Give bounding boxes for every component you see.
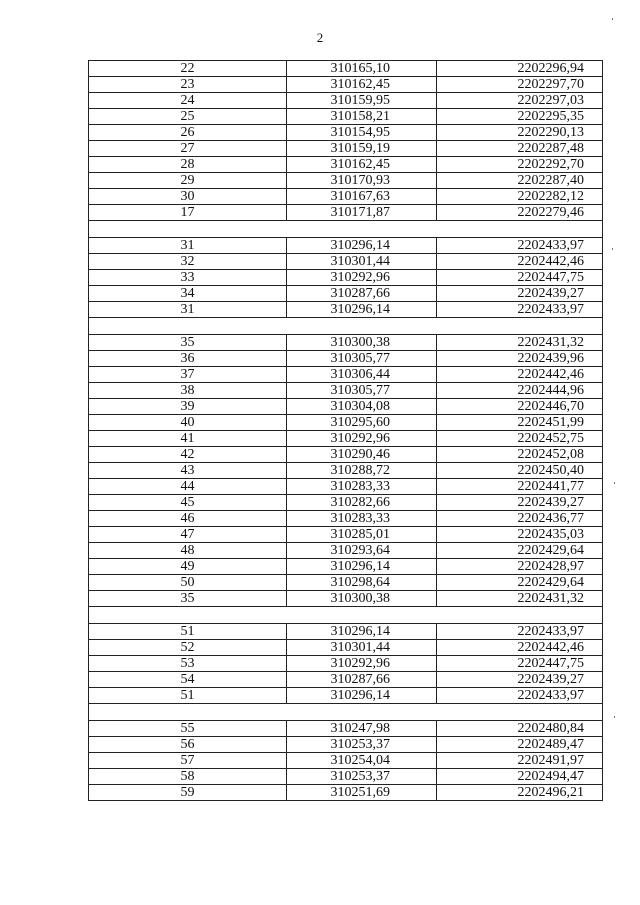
point-number-cell: 33 [89, 270, 287, 286]
y-coordinate-cell: 2202450,40 [437, 463, 603, 479]
x-coordinate-cell: 310306,44 [287, 367, 437, 383]
point-number-cell: 17 [89, 205, 287, 221]
x-coordinate-cell: 310290,46 [287, 447, 437, 463]
table-row [89, 173, 603, 189]
x-coordinate-cell: 310159,95 [287, 93, 437, 109]
point-number-cell: 37 [89, 367, 287, 383]
point-number-cell: 54 [89, 672, 287, 688]
x-coordinate-cell: 310296,14 [287, 624, 437, 640]
point-number-cell: 45 [89, 495, 287, 511]
table-row [89, 61, 603, 77]
y-coordinate-cell: 2202433,97 [437, 624, 603, 640]
point-number-cell: 28 [89, 157, 287, 173]
table-row [89, 769, 603, 785]
table-row [89, 575, 603, 591]
y-coordinate-cell: 2202429,64 [437, 543, 603, 559]
table-row [89, 205, 603, 221]
separator-cell [89, 704, 603, 721]
y-coordinate-cell: 2202451,99 [437, 415, 603, 431]
table-row [89, 189, 603, 205]
x-coordinate-cell: 310305,77 [287, 383, 437, 399]
table-row [89, 527, 603, 543]
point-number-cell: 29 [89, 173, 287, 189]
x-coordinate-cell: 310292,96 [287, 270, 437, 286]
point-number-cell: 47 [89, 527, 287, 543]
x-coordinate-cell: 310167,63 [287, 189, 437, 205]
y-coordinate-cell: 2202287,40 [437, 173, 603, 189]
y-coordinate-cell: 2202446,70 [437, 399, 603, 415]
y-coordinate-cell: 2202480,84 [437, 721, 603, 737]
y-coordinate-cell: 2202282,12 [437, 189, 603, 205]
x-coordinate-cell: 310292,96 [287, 656, 437, 672]
x-coordinate-cell: 310165,10 [287, 61, 437, 77]
y-coordinate-cell: 2202296,94 [437, 61, 603, 77]
y-coordinate-cell: 2202452,75 [437, 431, 603, 447]
y-coordinate-cell: 2202444,96 [437, 383, 603, 399]
y-coordinate-cell: 2202429,64 [437, 575, 603, 591]
y-coordinate-cell: 2202431,32 [437, 335, 603, 351]
scan-speck [612, 248, 613, 250]
point-number-cell: 27 [89, 141, 287, 157]
table-row [89, 672, 603, 688]
x-coordinate-cell: 310282,66 [287, 495, 437, 511]
coordinates-table [88, 60, 603, 801]
y-coordinate-cell: 2202496,21 [437, 785, 603, 801]
y-coordinate-cell: 2202442,46 [437, 254, 603, 270]
table-row [89, 495, 603, 511]
x-coordinate-cell: 310283,33 [287, 479, 437, 495]
y-coordinate-cell: 2202439,27 [437, 495, 603, 511]
table-row [89, 479, 603, 495]
page-number: 2 [316, 30, 324, 45]
table-separator-row [89, 704, 603, 721]
point-number-cell: 44 [89, 479, 287, 495]
y-coordinate-cell: 2202439,27 [437, 672, 603, 688]
table-row [89, 785, 603, 801]
y-coordinate-cell: 2202436,77 [437, 511, 603, 527]
y-coordinate-cell: 2202447,75 [437, 656, 603, 672]
x-coordinate-cell: 310305,77 [287, 351, 437, 367]
point-number-cell: 59 [89, 785, 287, 801]
x-coordinate-cell: 310287,66 [287, 286, 437, 302]
point-number-cell: 35 [89, 335, 287, 351]
x-coordinate-cell: 310162,45 [287, 77, 437, 93]
table-row [89, 270, 603, 286]
table-row [89, 335, 603, 351]
separator-cell [89, 318, 603, 335]
table-row [89, 656, 603, 672]
y-coordinate-cell: 2202439,27 [437, 286, 603, 302]
x-coordinate-cell: 310296,14 [287, 302, 437, 318]
y-coordinate-cell: 2202433,97 [437, 302, 603, 318]
table-row [89, 721, 603, 737]
table-row [89, 640, 603, 656]
table-row [89, 238, 603, 254]
y-coordinate-cell: 2202297,70 [437, 77, 603, 93]
x-coordinate-cell: 310300,38 [287, 591, 437, 607]
y-coordinate-cell: 2202290,13 [437, 125, 603, 141]
table-row [89, 93, 603, 109]
x-coordinate-cell: 310247,98 [287, 721, 437, 737]
x-coordinate-cell: 310295,60 [287, 415, 437, 431]
y-coordinate-cell: 2202452,08 [437, 447, 603, 463]
table-row [89, 753, 603, 769]
table-row [89, 543, 603, 559]
x-coordinate-cell: 310296,14 [287, 688, 437, 704]
point-number-cell: 57 [89, 753, 287, 769]
table-row [89, 302, 603, 318]
table-row [89, 624, 603, 640]
table-row [89, 383, 603, 399]
y-coordinate-cell: 2202297,03 [437, 93, 603, 109]
point-number-cell: 32 [89, 254, 287, 270]
x-coordinate-cell: 310162,45 [287, 157, 437, 173]
x-coordinate-cell: 310253,37 [287, 737, 437, 753]
coordinates-table-body [89, 61, 603, 801]
y-coordinate-cell: 2202489,47 [437, 737, 603, 753]
point-number-cell: 52 [89, 640, 287, 656]
separator-cell [89, 607, 603, 624]
point-number-cell: 36 [89, 351, 287, 367]
point-number-cell: 53 [89, 656, 287, 672]
y-coordinate-cell: 2202428,97 [437, 559, 603, 575]
table-separator-row [89, 318, 603, 335]
point-number-cell: 46 [89, 511, 287, 527]
separator-cell [89, 221, 603, 238]
point-number-cell: 51 [89, 688, 287, 704]
table-row [89, 737, 603, 753]
table-row [89, 286, 603, 302]
y-coordinate-cell: 2202433,97 [437, 238, 603, 254]
y-coordinate-cell: 2202494,47 [437, 769, 603, 785]
table-row [89, 591, 603, 607]
table-row [89, 511, 603, 527]
table-row [89, 463, 603, 479]
x-coordinate-cell: 310296,14 [287, 559, 437, 575]
point-number-cell: 41 [89, 431, 287, 447]
y-coordinate-cell: 2202292,70 [437, 157, 603, 173]
y-coordinate-cell: 2202435,03 [437, 527, 603, 543]
table-row [89, 367, 603, 383]
table-row [89, 109, 603, 125]
table-separator-row [89, 607, 603, 624]
point-number-cell: 24 [89, 93, 287, 109]
y-coordinate-cell: 2202439,96 [437, 351, 603, 367]
x-coordinate-cell: 310301,44 [287, 640, 437, 656]
point-number-cell: 23 [89, 77, 287, 93]
x-coordinate-cell: 310304,08 [287, 399, 437, 415]
table-row [89, 415, 603, 431]
table-row [89, 399, 603, 415]
table-row [89, 688, 603, 704]
y-coordinate-cell: 2202491,97 [437, 753, 603, 769]
scan-speck [614, 716, 615, 718]
x-coordinate-cell: 310296,14 [287, 238, 437, 254]
point-number-cell: 42 [89, 447, 287, 463]
y-coordinate-cell: 2202295,35 [437, 109, 603, 125]
point-number-cell: 30 [89, 189, 287, 205]
y-coordinate-cell: 2202447,75 [437, 270, 603, 286]
x-coordinate-cell: 310251,69 [287, 785, 437, 801]
x-coordinate-cell: 310288,72 [287, 463, 437, 479]
x-coordinate-cell: 310298,64 [287, 575, 437, 591]
x-coordinate-cell: 310293,64 [287, 543, 437, 559]
point-number-cell: 55 [89, 721, 287, 737]
table-row [89, 351, 603, 367]
x-coordinate-cell: 310300,38 [287, 335, 437, 351]
table-row [89, 447, 603, 463]
x-coordinate-cell: 310292,96 [287, 431, 437, 447]
x-coordinate-cell: 310301,44 [287, 254, 437, 270]
point-number-cell: 35 [89, 591, 287, 607]
point-number-cell: 51 [89, 624, 287, 640]
x-coordinate-cell: 310254,04 [287, 753, 437, 769]
table-row [89, 141, 603, 157]
point-number-cell: 39 [89, 399, 287, 415]
y-coordinate-cell: 2202287,48 [437, 141, 603, 157]
x-coordinate-cell: 310154,95 [287, 125, 437, 141]
table-row [89, 77, 603, 93]
table-separator-row [89, 221, 603, 238]
point-number-cell: 50 [89, 575, 287, 591]
x-coordinate-cell: 310287,66 [287, 672, 437, 688]
scan-speck [614, 482, 615, 484]
y-coordinate-cell: 2202431,32 [437, 591, 603, 607]
point-number-cell: 58 [89, 769, 287, 785]
point-number-cell: 34 [89, 286, 287, 302]
y-coordinate-cell: 2202442,46 [437, 367, 603, 383]
y-coordinate-cell: 2202433,97 [437, 688, 603, 704]
table-row [89, 559, 603, 575]
point-number-cell: 31 [89, 302, 287, 318]
point-number-cell: 31 [89, 238, 287, 254]
y-coordinate-cell: 2202442,46 [437, 640, 603, 656]
point-number-cell: 56 [89, 737, 287, 753]
y-coordinate-cell: 2202441,77 [437, 479, 603, 495]
x-coordinate-cell: 310285,01 [287, 527, 437, 543]
scan-speck [612, 18, 613, 20]
point-number-cell: 22 [89, 61, 287, 77]
point-number-cell: 26 [89, 125, 287, 141]
point-number-cell: 48 [89, 543, 287, 559]
point-number-cell: 43 [89, 463, 287, 479]
x-coordinate-cell: 310159,19 [287, 141, 437, 157]
x-coordinate-cell: 310171,87 [287, 205, 437, 221]
table-row [89, 254, 603, 270]
x-coordinate-cell: 310158,21 [287, 109, 437, 125]
point-number-cell: 38 [89, 383, 287, 399]
table-row [89, 125, 603, 141]
y-coordinate-cell: 2202279,46 [437, 205, 603, 221]
table-row [89, 431, 603, 447]
point-number-cell: 25 [89, 109, 287, 125]
point-number-cell: 40 [89, 415, 287, 431]
point-number-cell: 49 [89, 559, 287, 575]
x-coordinate-cell: 310253,37 [287, 769, 437, 785]
x-coordinate-cell: 310170,93 [287, 173, 437, 189]
x-coordinate-cell: 310283,33 [287, 511, 437, 527]
table-row [89, 157, 603, 173]
